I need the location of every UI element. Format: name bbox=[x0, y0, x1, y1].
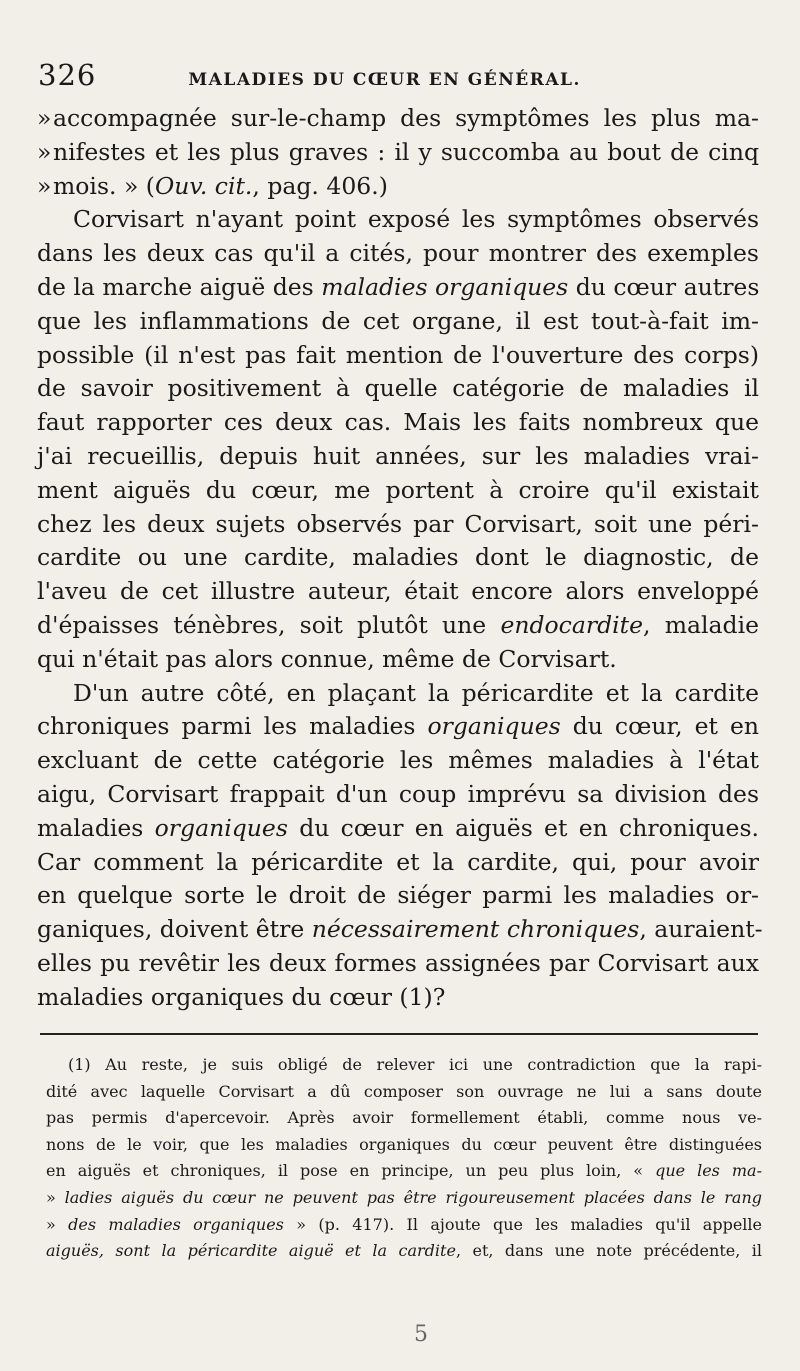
text-run: » bbox=[46, 1187, 65, 1207]
text-line bbox=[37, 879, 759, 913]
text-run: de savoir positivement à quelle catégorie de maladies il bbox=[37, 374, 759, 403]
italic-text: ladies aiguës du cœur ne peuvent pas être rigoureusement placées dans le rang bbox=[64, 1187, 762, 1207]
text-line bbox=[37, 305, 759, 339]
text-line bbox=[37, 812, 759, 846]
quote-mark: » bbox=[37, 137, 52, 166]
footnote-line bbox=[46, 1158, 762, 1185]
text-run: du cœur en aiguës et en chroniques. bbox=[287, 813, 759, 842]
quote-mark: » bbox=[37, 171, 52, 200]
text-run: aigu, Corvisart frappait d'un coup imprévu sa division des bbox=[37, 779, 759, 808]
text-run: du cœur, et en bbox=[560, 712, 759, 741]
text-line bbox=[37, 913, 763, 947]
text-line bbox=[37, 643, 759, 677]
italic-text: endocardite bbox=[500, 610, 643, 639]
text-run: mois. » ( bbox=[53, 171, 155, 200]
text-run: elles pu revêtir les deux formes assignées par Corvisart aux bbox=[37, 948, 759, 977]
text-line bbox=[37, 575, 759, 609]
text-run: accompagnée sur-le-champ des symptômes les plus ma- bbox=[53, 104, 759, 132]
text-run: de la marche aiguë des bbox=[37, 272, 322, 301]
text-run: nifestes et les plus graves : il y succomba au bout de cinq bbox=[53, 137, 759, 166]
text-line bbox=[37, 508, 759, 542]
running-title: MALADIES DU CŒUR EN GÉNÉRAL. bbox=[188, 70, 581, 90]
italic-text: aiguës, sont la péricardite aiguë et la cardite bbox=[46, 1241, 456, 1261]
text-line bbox=[37, 372, 759, 406]
text-run: qui n'était pas alors connue, même de Corvisart. bbox=[37, 644, 617, 673]
italic-text: organiques bbox=[427, 712, 561, 741]
text-run: , auraient- bbox=[639, 915, 763, 944]
text-run: du cœur autres bbox=[568, 272, 760, 301]
italic-text: nécessairement chroniques bbox=[311, 915, 640, 944]
footnote-line bbox=[46, 1079, 762, 1106]
text-line bbox=[37, 947, 759, 981]
quote-mark: » bbox=[37, 104, 52, 132]
footnote-line bbox=[46, 1238, 762, 1265]
text-run: excluant de cette catégorie les mêmes maladies à l'état bbox=[37, 746, 759, 775]
text-run: chroniques parmi les maladies bbox=[37, 712, 428, 741]
text-line bbox=[37, 744, 759, 778]
text-run: en quelque sorte le droit de siéger parmi les maladies or- bbox=[37, 881, 759, 910]
text-run: en aiguës et chroniques, il pose en principe, un peu plus loin, « bbox=[46, 1161, 656, 1181]
text-run: maladies bbox=[37, 813, 155, 842]
footnote-line bbox=[46, 1052, 762, 1079]
text-run: d'épaisses ténèbres, soit plutôt une bbox=[37, 610, 501, 639]
text-line bbox=[37, 136, 759, 170]
text-run: , maladie bbox=[643, 610, 759, 639]
footnote-line bbox=[46, 1105, 762, 1132]
main-text bbox=[37, 102, 763, 1015]
text-line bbox=[37, 541, 759, 575]
text-run: » bbox=[46, 1214, 69, 1234]
text-run: Car comment la péricardite et la cardite, qui, pour avoir bbox=[37, 847, 759, 876]
footnote-line bbox=[46, 1185, 762, 1212]
text-line bbox=[37, 846, 759, 880]
text-line bbox=[37, 609, 759, 643]
text-run: Corvisart n'ayant point exposé les symptômes observés bbox=[73, 205, 759, 234]
text-run: dans les deux cas qu'il a cités, pour montrer des exemples bbox=[37, 239, 759, 268]
text-line bbox=[37, 339, 759, 373]
text-line bbox=[37, 778, 759, 812]
italic-text: organiques bbox=[154, 813, 288, 842]
text-run: ment aiguës du cœur, me portent à croire qu'il existait bbox=[37, 475, 759, 504]
text-line bbox=[37, 170, 759, 204]
text-run: chez les deux sujets observés par Corvisart, soit une péri- bbox=[37, 509, 759, 538]
text-run: l'aveu de cet illustre auteur, était encore alors enveloppé bbox=[37, 577, 759, 606]
text-line bbox=[37, 102, 759, 136]
text-run: nons de le voir, que les maladies organiques du cœur peuvent être distinguées bbox=[46, 1134, 762, 1154]
text-run: possible (il n'est pas fait mention de l'ouverture des corps) bbox=[37, 340, 759, 369]
text-run: que les inflammations de cet organe, il est tout-à-fait im- bbox=[37, 306, 759, 335]
italic-text: des maladies organiques bbox=[68, 1214, 284, 1234]
text-run: , pag. 406.) bbox=[252, 171, 388, 200]
text-run: ganiques, doivent être bbox=[37, 915, 312, 944]
italic-text: maladies organiques bbox=[321, 272, 569, 301]
text-run: » (p. 417). Il ajoute que les maladies qu'il appelle bbox=[283, 1214, 762, 1234]
text-line bbox=[37, 271, 759, 305]
text-run: maladies organiques du cœur (1)? bbox=[37, 982, 446, 1011]
text-run: (1) Au reste, je suis obligé de relever ici une contradiction que la rapi- bbox=[68, 1055, 762, 1074]
text-line bbox=[37, 981, 759, 1015]
text-line bbox=[37, 710, 759, 744]
text-line bbox=[37, 474, 759, 508]
text-run: pas permis d'apercevoir. Après avoir formellement établi, comme nous ve- bbox=[46, 1108, 762, 1128]
text-run: cardite ou une cardite, maladies dont le diagnostic, de bbox=[37, 543, 759, 572]
italic-text: que les ma- bbox=[655, 1161, 762, 1181]
text-line bbox=[37, 406, 759, 440]
italic-text: Ouv. cit. bbox=[154, 171, 253, 200]
page-header bbox=[38, 58, 758, 98]
signature-mark: 5 bbox=[414, 1322, 428, 1347]
footnote-rule bbox=[40, 1033, 758, 1035]
text-line bbox=[37, 677, 759, 711]
text-line bbox=[37, 203, 759, 237]
text-run: j'ai recueillis, depuis huit années, sur les maladies vrai- bbox=[37, 441, 759, 470]
text-run: dité avec laquelle Corvisart a dû composer son ouvrage ne lui a sans doute bbox=[46, 1081, 762, 1101]
footnotes bbox=[46, 1052, 762, 1265]
text-run: faut rapporter ces deux cas. Mais les faits nombreux que bbox=[37, 408, 759, 437]
text-line bbox=[37, 440, 759, 474]
page-number: 326 bbox=[38, 58, 97, 92]
text-run: , et, dans une note précédente, il bbox=[455, 1241, 762, 1261]
footnote-line bbox=[46, 1132, 762, 1159]
text-run: D'un autre côté, en plaçant la péricardite et la cardite bbox=[73, 678, 759, 707]
footnote-line bbox=[46, 1212, 762, 1239]
text-line bbox=[37, 237, 759, 271]
